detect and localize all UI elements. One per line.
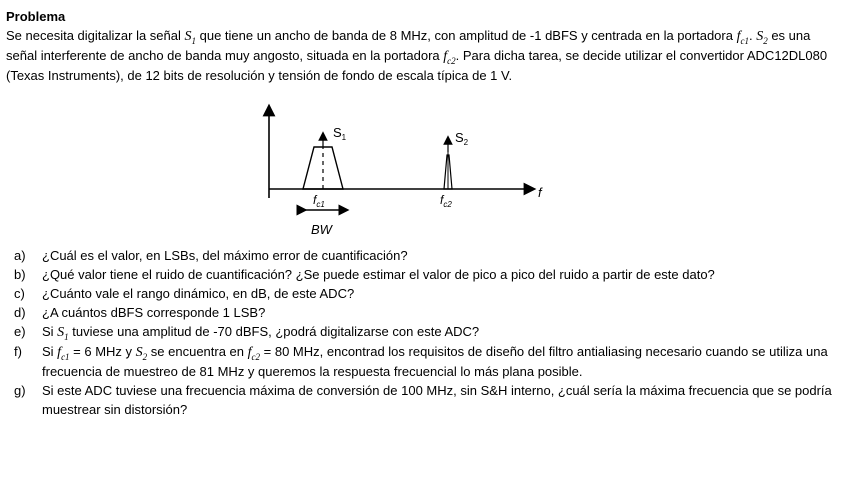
question-text: ¿Qué valor tiene el ruido de cuantificación? ¿Se puede estimar el valor de pico a pico del ruido a partir de este dato? xyxy=(42,267,715,282)
fc2-label: $f_{c2}$ xyxy=(440,193,452,209)
frequency-axis-label: f xyxy=(538,185,542,200)
question-text: ¿Cuál es el valor, en LSBs, del máximo error de cuantificación? xyxy=(42,248,408,263)
question-g xyxy=(14,381,834,419)
question-f xyxy=(14,342,834,381)
question-c xyxy=(14,284,834,303)
intro-text: Se necesita digitalizar la señal xyxy=(6,28,185,43)
question-label: g) xyxy=(14,383,26,398)
intro-text: . Para dicha tarea, se decide utilizar el convertidor ADC12DL080 (Texas Instruments), de 12 bits de resolución y tensión de fondo de escala típica de 1 V. xyxy=(6,48,828,83)
spectrum-diagram xyxy=(250,100,570,240)
symbol-s1: $S_1$ xyxy=(184,29,196,46)
problem-document xyxy=(6,8,842,85)
question-e xyxy=(14,322,834,342)
question-text: ¿A cuántos dBFS corresponde 1 LSB? xyxy=(42,305,266,320)
question-label: f) xyxy=(14,344,22,359)
question-label: a) xyxy=(14,248,26,263)
spectrum-figure xyxy=(250,100,570,240)
question-d xyxy=(14,303,834,322)
symbol-fc2: $f_{c2}$ xyxy=(443,49,456,66)
question-text: ¿Cuánto vale el rango dinámico, en dB, de este ADC? xyxy=(42,286,355,301)
symbol-s1: $S_1$ xyxy=(57,325,69,342)
intro-text: . xyxy=(748,28,757,43)
question-label: c) xyxy=(14,286,25,301)
problem-title: Problema xyxy=(6,9,66,24)
question-text: Si $S_1$ tuviese una amplitud de -70 dBFS, ¿podrá digitalizarse con este ADC? xyxy=(42,324,480,342)
question-b xyxy=(14,265,834,284)
question-label: d) xyxy=(14,305,26,320)
symbol-fc1: $f_{c1}$ xyxy=(736,29,749,46)
question-label: e) xyxy=(14,324,26,339)
questions-list xyxy=(14,246,834,419)
problem-statement xyxy=(6,26,842,85)
s2-label: $S_2$ xyxy=(455,130,469,147)
symbol-fc1: $f_{c1}$ xyxy=(57,345,70,362)
question-a xyxy=(14,246,834,265)
question-text: Si $f_{c1} = 6$ MHz y $S_2$ se encuentra en $f_{c2} = 80$ MHz, encontrad los requisitos de diseño del filtro antialiasing necesario cuando se utiliza una frecuencia de muestreo de 81 MHz y queremos la respuesta frecuencial lo más plana posible. xyxy=(42,344,828,379)
question-label: b) xyxy=(14,267,26,282)
symbol-s2: $S_2$ xyxy=(756,29,768,46)
bandwidth-label: BW xyxy=(311,222,332,237)
symbol-s2: $S_2$ xyxy=(135,345,148,362)
symbol-fc2: $f_{c2}$ xyxy=(247,345,261,362)
intro-text: es una señal interferente de ancho de banda muy angosto, situada en la portadora xyxy=(6,28,811,63)
question-text: Si este ADC tuviese una frecuencia máxima de conversión de 100 MHz, sin S&H interno, ¿cuál sería la máxima frecuencia que se podría muestrear sin distorsión? xyxy=(42,383,832,417)
intro-text: que tiene un ancho de banda de 8 MHz, con amplitud de -1 dBFS y centrada en la portadora xyxy=(196,28,737,43)
fc1-label: $f_{c1}$ xyxy=(313,193,325,209)
s1-label: $S_1$ xyxy=(333,125,347,142)
